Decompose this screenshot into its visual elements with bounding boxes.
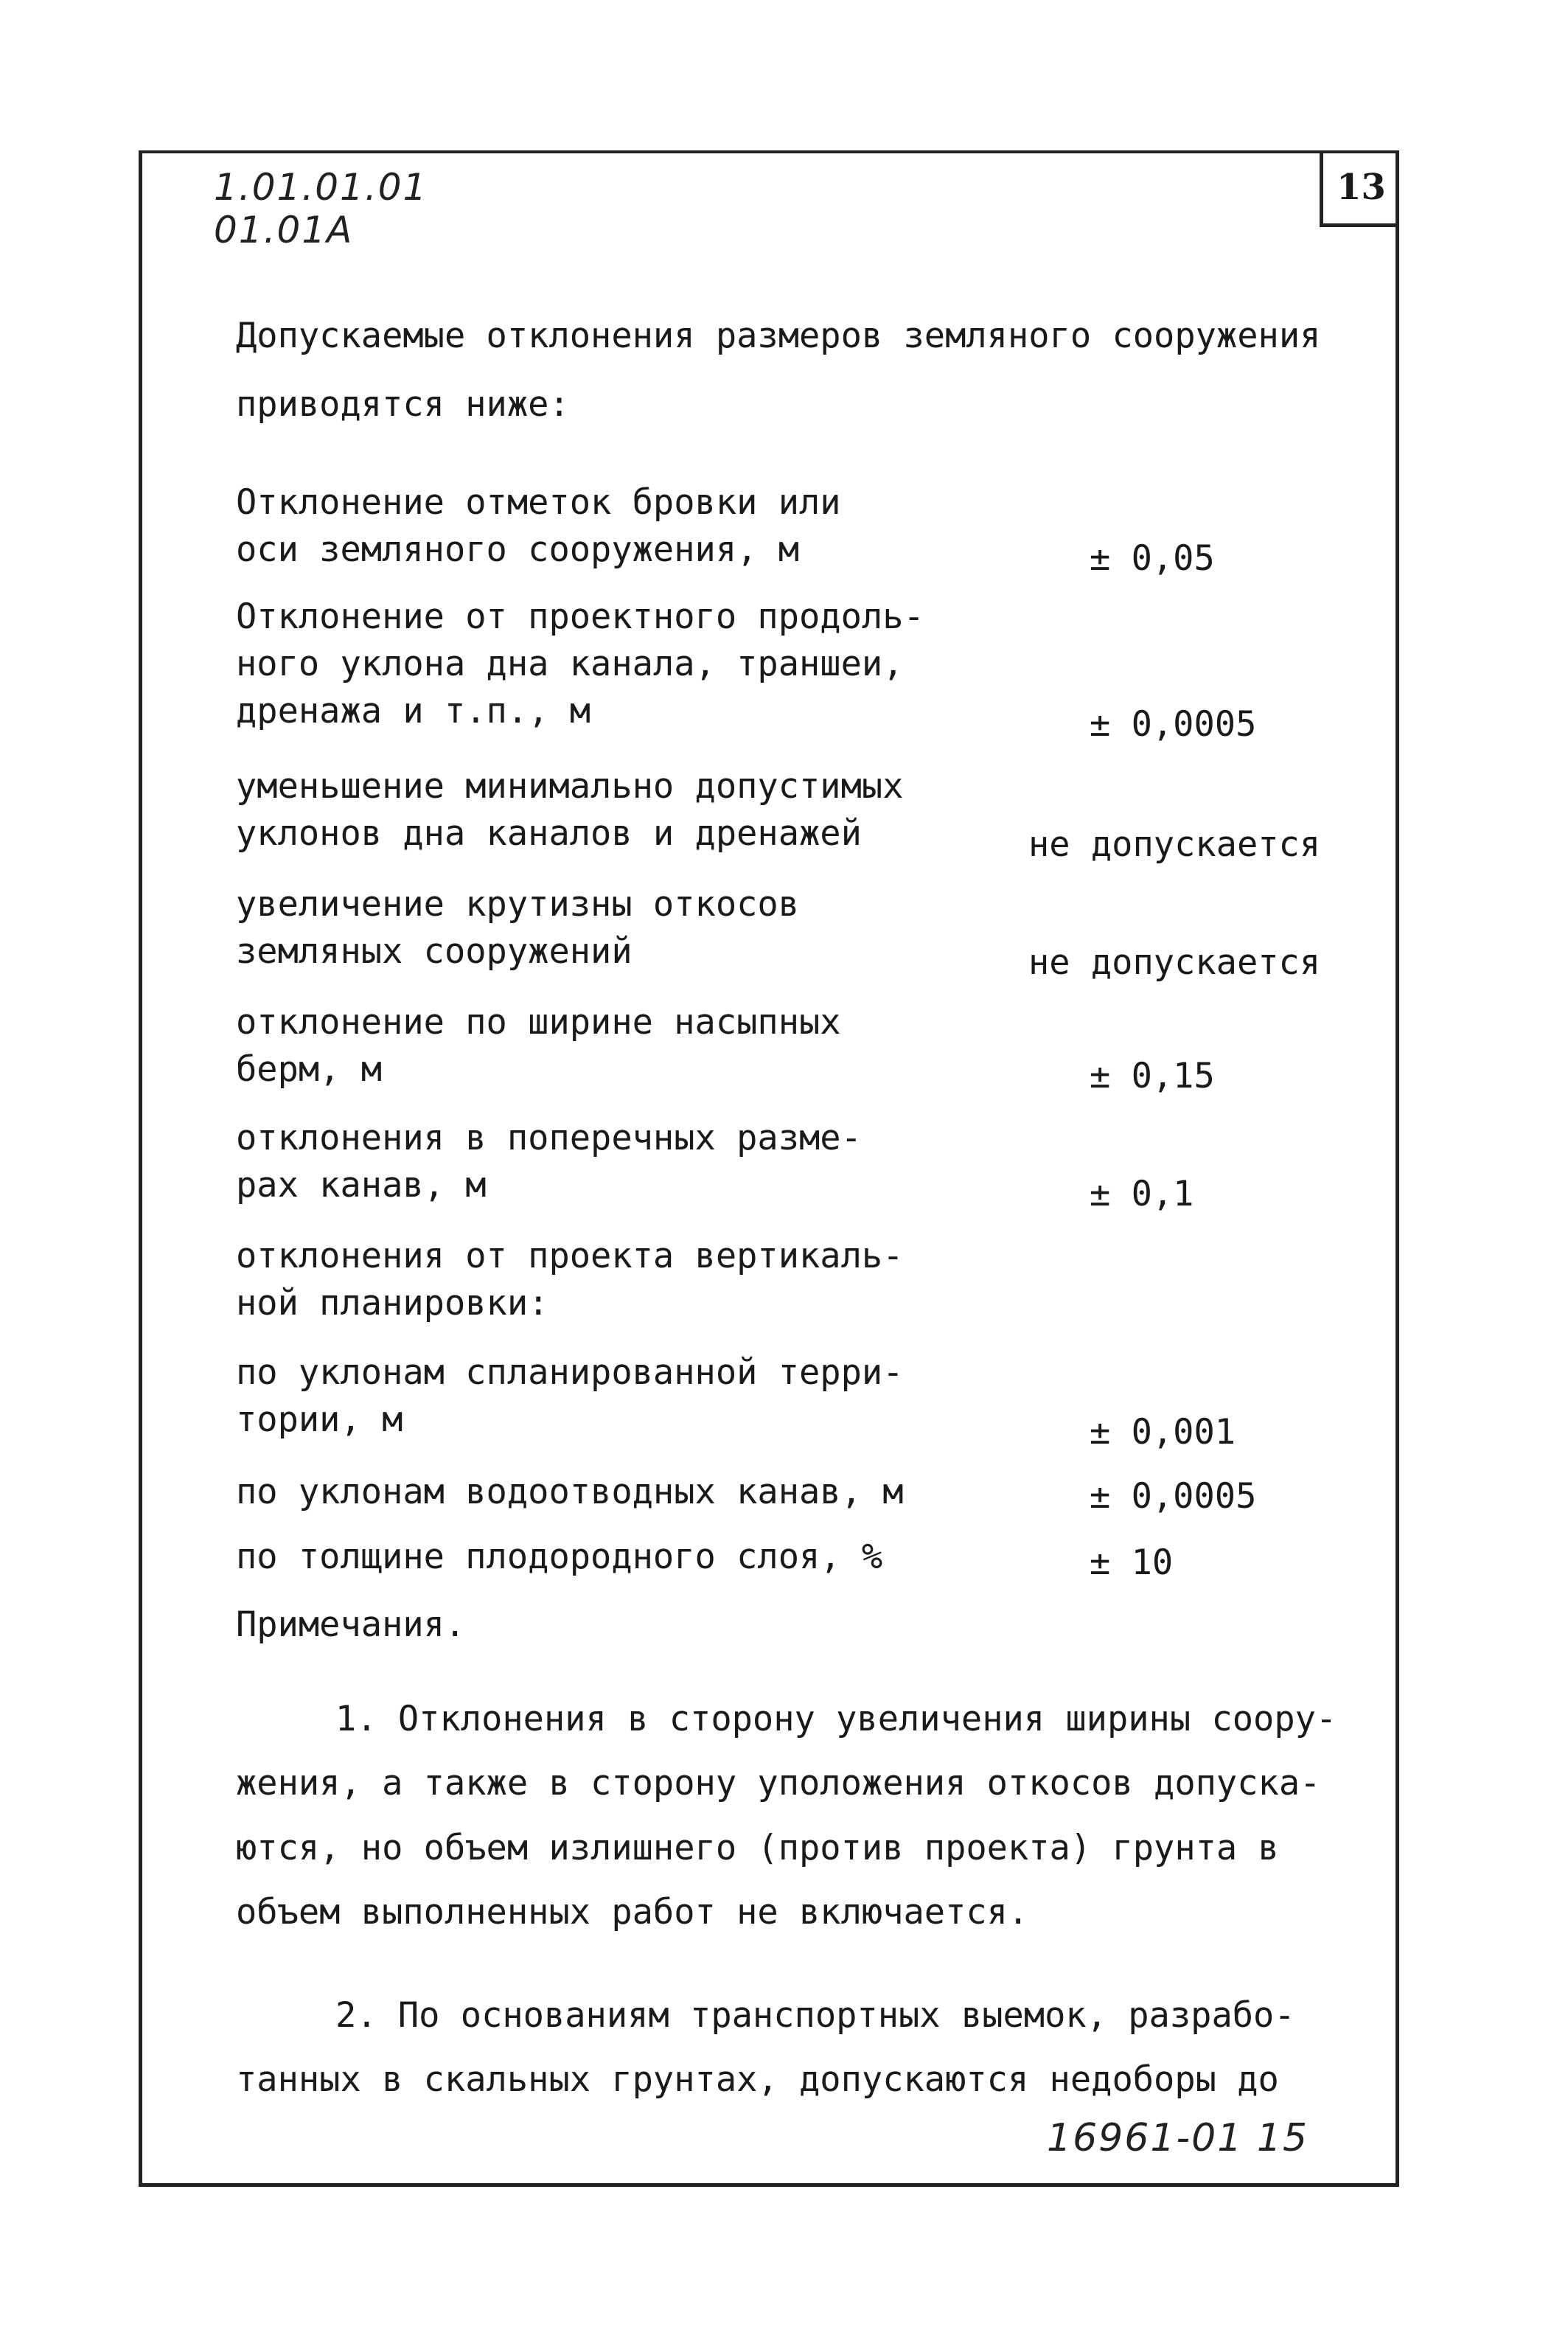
note1-line1: 1. Отклонения в сторону увеличения ширины соору- xyxy=(335,1699,1337,1739)
row-label: по толщине плодородного слоя, % xyxy=(236,1537,883,1577)
document-code-line1: 1.01.01.01 xyxy=(214,166,428,209)
row-label: Отклонение от проектного продоль- ного уклона дна канала, траншеи, дренажа и т.п., м xyxy=(236,596,924,731)
row-label: Отклонение отметок бровки или оси земляного сооружения, м xyxy=(236,482,841,570)
row-value: ± 0,001 xyxy=(1090,1412,1236,1452)
row-label: уменьшение минимально допустимых уклонов дна каналов и дренажей xyxy=(236,766,904,854)
row-value: ± 0,1 xyxy=(1090,1174,1194,1214)
row-value: не допускается xyxy=(1028,824,1321,865)
row-value: ± 0,0005 xyxy=(1090,1476,1257,1517)
notes-heading: Примечания. xyxy=(236,1604,466,1645)
footer-document-code: 16961-01 15 xyxy=(1047,2116,1309,2160)
row-value: ± 0,05 xyxy=(1090,538,1215,579)
row-label: увеличение крутизны откосов земляных сооружений xyxy=(236,884,800,972)
note2-line2: танных в скальных грунтах, допускаются недоборы до xyxy=(236,2059,1279,2100)
row-label: по уклонам водоотводных канав, м xyxy=(236,1472,904,1512)
intro-line1: Допускаемые отклонения размеров земляного сооружения xyxy=(236,316,1321,356)
row-value: ± 0,0005 xyxy=(1090,704,1257,745)
row-label: отклонения от проекта вертикаль- ной планировки: xyxy=(236,1236,904,1323)
row-label: по уклонам спланированной терри- тории, м xyxy=(236,1352,904,1440)
row-value: ± 0,15 xyxy=(1090,1056,1215,1096)
row-value: не допускается xyxy=(1028,942,1321,983)
intro-line2: приводятся ниже: xyxy=(236,384,570,425)
page-number: 13 xyxy=(1320,150,1399,227)
note1-line4: объем выполненных работ не включается. xyxy=(236,1892,1029,1932)
row-label: отклонение по ширине насыпных берм, м xyxy=(236,1002,841,1090)
note1-line2: жения, а также в сторону уположения откосов допуска- xyxy=(236,1763,1321,1803)
note1-line3: ются, но объем излишнего (против проекта) грунта в xyxy=(236,1828,1279,1868)
row-label: отклонения в поперечных разме- рах канав, м xyxy=(236,1118,862,1205)
document-code-line2: 01.01A xyxy=(214,209,354,251)
row-value: ± 10 xyxy=(1090,1542,1174,1583)
note2-line1: 2. По основаниям транспортных выемок, разрабо- xyxy=(335,1995,1295,2036)
